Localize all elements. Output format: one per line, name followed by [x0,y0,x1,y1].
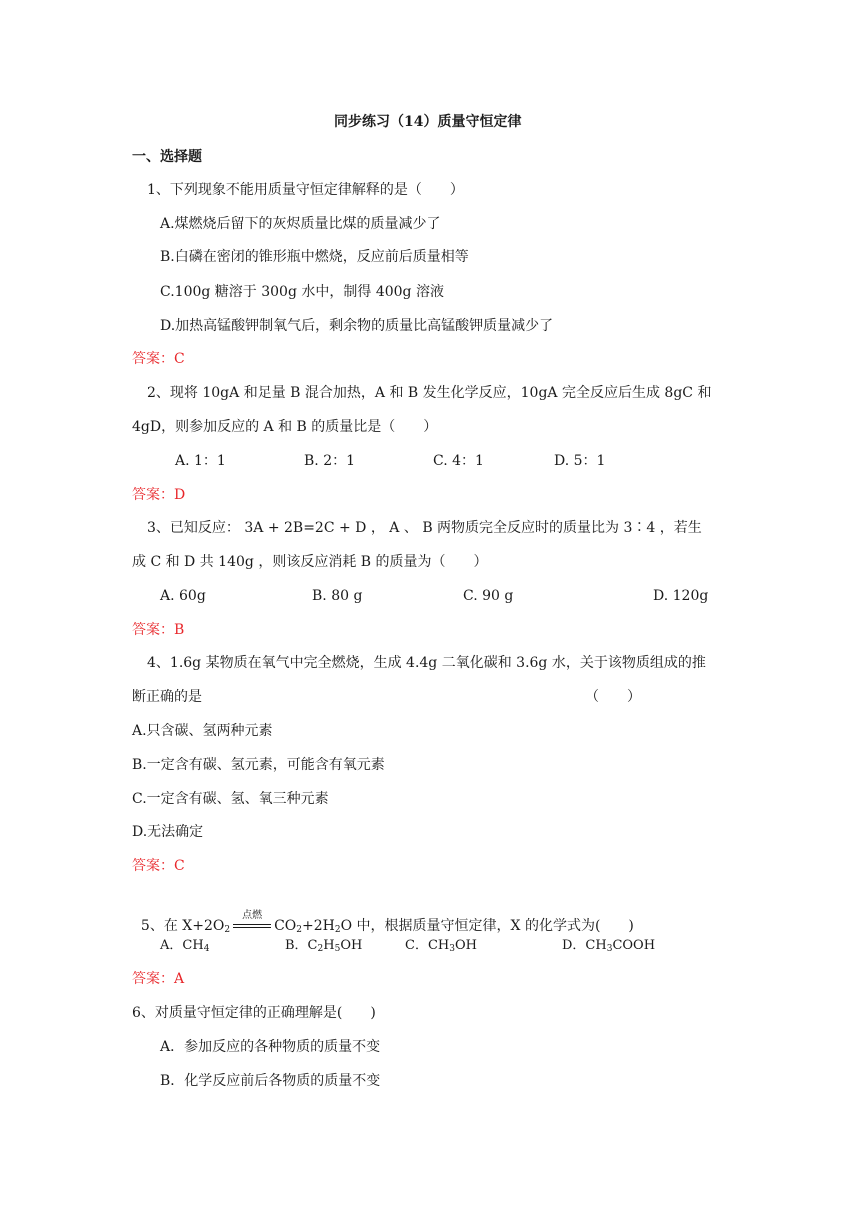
q1-answer: 答案：C [132,351,185,367]
q6-stem: 6、对质量守恒定律的正确理解是( ) [132,1005,376,1021]
q5-options [0,937,860,955]
q2-option-d: D. 5：1 [554,453,606,469]
q2-option-b: B. 2：1 [304,453,356,469]
q5-stem-suffix: O 中，根据质量守恒定律，X 的化学式为( ) [340,918,634,934]
q4-option-c: C.一定含有碳、氢、氧三种元素 [132,791,329,807]
q2-option-c: C. 4：1 [433,453,484,469]
q4-answer-paren: （ ） [585,689,641,705]
q5-sub-h2: 2 [334,925,341,935]
q5-answer: 答案：A [132,971,185,987]
q4-stem-line1: 4、1.6g 某物质在氧气中完全燃烧，生成 4.4g 二氧化碳和 3.6g 水，关于该物质组成的推 [147,655,706,671]
q4-option-a: A.只含碳、氢两种元素 [132,723,273,739]
q2-stem-line2: 4gD，则参加反应的 A 和 B 的质量比是（ ） [132,419,438,435]
q5-product-co: CO [274,918,297,934]
q5-option-b: B．$C_2H_5OH$ [285,938,363,954]
reaction-arrow [231,910,273,933]
q3-option-c: C. 90 g [463,588,514,604]
q1-option-d: D.加热高锰酸钾制氧气后，剩余物的质量比高锰酸钾质量减少了 [160,318,554,334]
q6-option-a: A．参加反应的各种物质的质量不变 [160,1039,381,1055]
q2-options [0,452,860,470]
q3-stem-line1: 3、已知反应： 3A + 2B=2C + D ， A 、 B 两物质完全反应时的质量比为 3∶4 ，若生 [147,520,702,536]
q5-option-c: C．$CH_3OH$ [405,938,477,954]
section-heading: 一、选择题 [132,149,202,165]
q3-options [0,587,860,605]
q3-answer: 答案：B [132,622,185,638]
q3-option-b: B. 80 g [312,588,363,604]
q5-product-h: +2H [302,918,335,934]
q2-answer: 答案：D [132,487,186,503]
q5-stem-prefix: 5、在 X+2O [140,918,225,934]
q5-stem [132,899,634,935]
q1-option-a: A.煤燃烧后留下的灰烬质量比煤的质量减少了 [160,216,441,232]
page-title: 同步练习（14）质量守恒定律 [334,114,522,130]
q3-option-d: D. 120g [653,588,709,604]
q4-stem-line2: 断正确的是 [132,689,202,705]
q5-option-d: D．$CH_3COOH$ [562,938,656,954]
q1-stem: 1、下列现象不能用质量守恒定律解释的是（ ） [147,182,464,198]
q1-option-c: C.100g 糖溶于 300g 水中，制得 400g 溶液 [160,284,444,300]
q2-stem-line1: 2、现将 10gA 和足量 B 混合加热，A 和 B 发生化学反应，10gA 完全反应后生成 8gC 和 [147,385,712,401]
q2-option-a: A. 1：1 [175,453,226,469]
q5-option-a: A．$CH_4$ [160,938,210,954]
reaction-condition: 点燃 [242,910,263,921]
q1-option-b: B.白磷在密闭的锥形瓶中燃烧，反应前后质量相等 [160,249,469,265]
q4-option-b: B.一定含有碳、氢元素，可能含有氧元素 [132,757,385,773]
q3-stem-line2: 成 C 和 D 共 140g ，则该反应消耗 B 的质量为（ ） [132,554,488,570]
q6-option-b: B．化学反应前后各物质的质量不变 [160,1073,381,1089]
q4-option-d: D.无法确定 [132,824,204,840]
q5-sub-o2: 2 [224,925,231,935]
q3-option-a: A. 60g [160,588,206,604]
q5-sub-co2: 2 [296,925,303,935]
q4-answer: 答案：C [132,858,185,874]
